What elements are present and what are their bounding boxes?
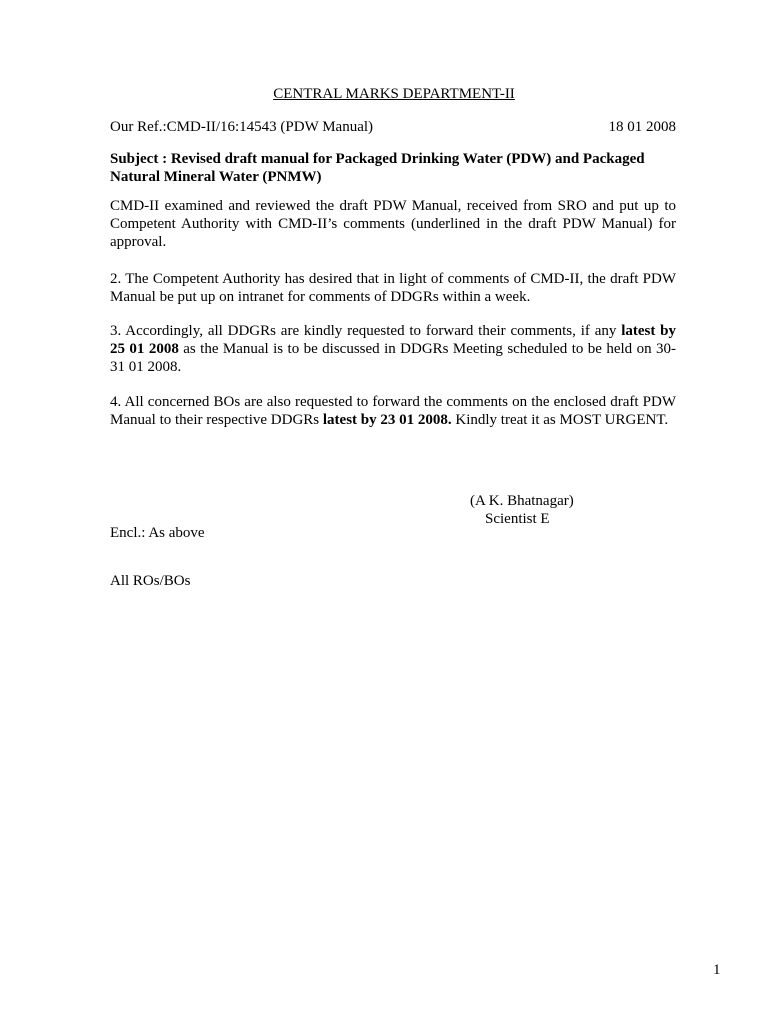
- letter-date: 18 01 2008: [608, 119, 676, 135]
- paragraph-3-text-b: as the Manual is to be discussed in DDGRs Meeting scheduled to be held on 30-31 01 2008.: [110, 341, 676, 375]
- signatory-title: Scientist E: [485, 511, 550, 527]
- paragraph-3: [110, 322, 676, 376]
- paragraph-1: CMD-II examined and reviewed the draft PDW Manual, received from SRO and put up to Competent Authority with CMD-II’s comments (underlined in the draft PDW Manual) for approval.: [110, 198, 676, 250]
- paragraph-4: [110, 393, 676, 429]
- paragraph-4-text-a: 4. All concerned BOs are also requested to forward the comments on the enclosed draft PDW Manual to their respective DDGRs: [110, 394, 676, 428]
- page-number: 1: [713, 962, 721, 978]
- department-heading: CENTRAL MARKS DEPARTMENT-II: [273, 86, 515, 102]
- paragraph-2: 2. The Competent Authority has desired that in light of comments of CMD-II, the draft PDW Manual be put up on intranet for comments of DDGRs within a week.: [110, 271, 676, 305]
- reference-number: Our Ref.:CMD-II/16:14543 (PDW Manual): [110, 119, 374, 135]
- paragraph-4-deadline: latest by 23 01 2008.: [322, 412, 452, 428]
- signature-block: [470, 492, 610, 528]
- signatory-name: (A K. Bhatnagar): [470, 493, 574, 509]
- subject-line: Subject : Revised draft manual for Packaged Drinking Water (PDW) and Packaged Natural Mineral Water (PNMW): [110, 151, 645, 185]
- enclosure-note: Encl.: As above: [110, 525, 205, 541]
- distribution-list: All ROs/BOs: [110, 573, 191, 589]
- reference-row: [110, 118, 676, 136]
- paragraph-3-deadline: latest by 25 01 2008: [110, 323, 677, 357]
- paragraph-4-text-b: Kindly treat it as MOST URGENT.: [451, 412, 669, 428]
- paragraph-3-text-a: 3. Accordingly, all DDGRs are kindly requested to forward their comments, if any: [110, 323, 622, 339]
